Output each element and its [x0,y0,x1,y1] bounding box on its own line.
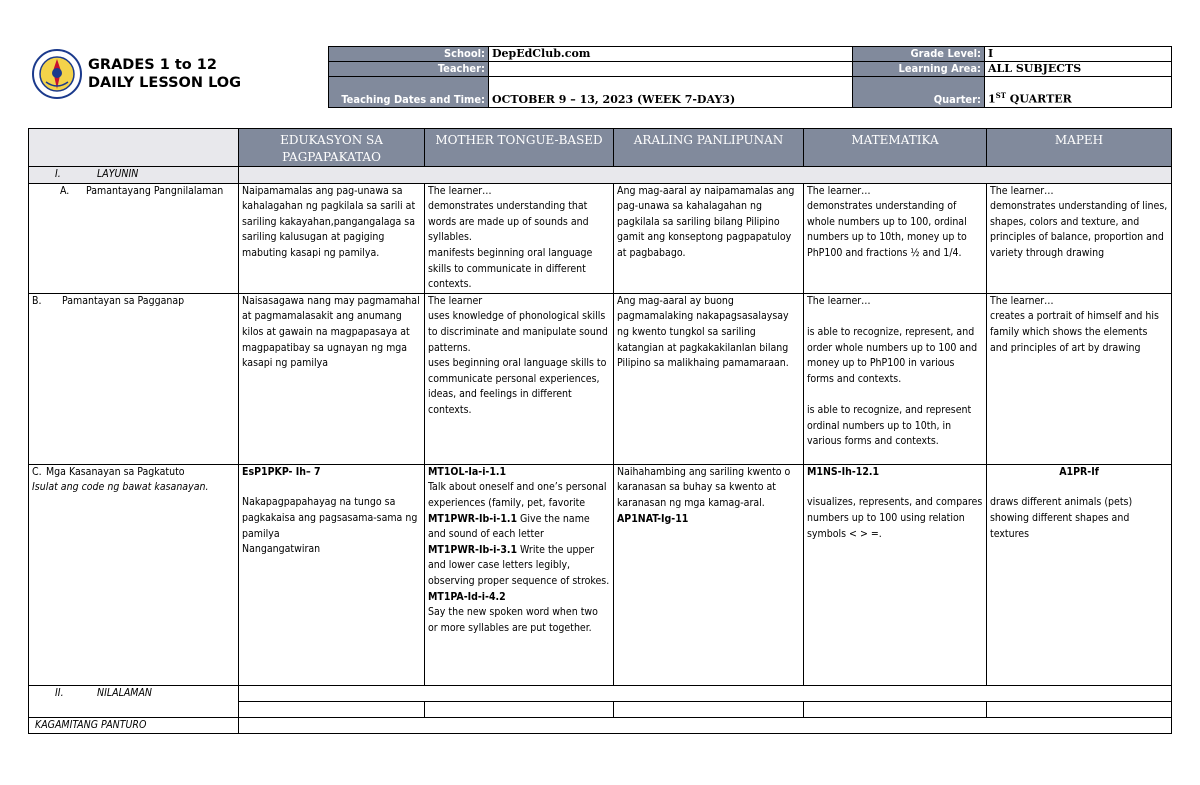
subject-mapeh: MAPEH [987,129,1172,167]
ap-competency: Naihahambing ang sariling kwento o karanasan sa buhay sa kwento at karanasan ng mga kamag-aral. [617,465,791,509]
nilalaman-ap [614,701,804,717]
row-b-math: The learner… is able to recognize, represent, and order whole numbers up to 100 and money up to PhP100 in various forms and contexts. is able to recognize, and represent ordinal numbers up to 10th, in various forms and contexts. [804,293,987,464]
mt-code-1: MT1OL-Ia-i-1.1 [428,465,507,478]
nilalaman-math [804,701,987,717]
nilalaman-mapeh [987,701,1172,717]
document-title [88,56,241,92]
school-value: DepEdClub.com [489,47,853,62]
mapeh-code: A1PR-If [1059,465,1099,478]
teaching-dates-label: Teaching Dates and Time: [329,77,489,108]
row-b-mapeh: The learner… creates a portrait of himself and his family which shows the elements and principles of art by drawing [987,293,1172,464]
learning-area-value: ALL SUBJECTS [985,62,1172,77]
row-c-math [804,464,987,685]
subject-math: MATEMATIKA [804,129,987,167]
mt-code-4: MT1PA-Id-i-4.2 [428,590,506,603]
row-b-mtb: The learner uses knowledge of phonological skills to discriminate and manipulate sound patterns. uses beginning oral language skills to communicate personal experiences, ideas, and feelings in different contexts. [425,293,614,464]
subject-mtb: MOTHER TONGUE-BASED [425,129,614,167]
section-layunin: I. LAYUNIN [29,167,239,184]
mt-code-3: MT1PWR-Ib-i-3.1 [428,543,518,556]
mapeh-competency: draws different animals (pets) showing different shapes and textures [990,496,1133,540]
mt-text-1: Talk about oneself and one’s personal experiences (family, pet, favorite [428,481,607,509]
mt-text-2: Give the name and sound of each letter [428,512,590,541]
teacher-label: Teacher: [329,62,489,77]
mt-code-2: MT1PWR-Ib-i-1.1 [428,512,518,525]
learning-area-label: Learning Area: [853,62,985,77]
grade-level-label: Grade Level: [853,47,985,62]
lesson-log-table [28,128,1172,734]
kagamitan-fill [239,717,1172,734]
nilalaman-esp [239,701,425,717]
nilalaman-top-fill [239,685,1172,701]
ap-code: AP1NAT-Ig-11 [617,512,689,525]
row-a-ap: Ang mag-aaral ay naipamamalas ang pag-unawa sa kahalagahan ng pagkilala sa sariling bilang Pilipino gamit ang konseptong pagpapatuloy at pagbabago. [614,183,804,293]
row-b-esp: Naisasagawa nang may pagmamahal at pagmamalasakit ang anumang kilos at gawain na magpapasaya at magpapatibay sa ugnayan ng mga kasapi ng pamilya [239,293,425,464]
esp-code: EsP1PKP- Ih– 7 [242,465,321,478]
subject-ap: ARALING PANLIPUNAN [614,129,804,167]
title-line-1: GRADES 1 to 12 [88,57,217,73]
subject-esp: EDUKASYON SA PAGPAPAKATAO [239,129,425,167]
row-c-label: C. Mga Kasanayan sa Pagkatuto Isulat ang code ng bawat kasanayan. [29,464,239,685]
row-c-mapeh [987,464,1172,685]
section-nilalaman: II. NILALAMAN [29,685,239,717]
row-c-mtb [425,464,614,685]
layunin-fill [239,167,1172,184]
row-a-math: The learner… demonstrates understanding of whole numbers up to 100, ordinal numbers up to 10th, money up to PhP100 and fractions ½ and 1/4. [804,183,987,293]
mt-text-4: Say the new spoken word when two or more syllables are put together. [428,606,598,634]
esp-competency: Nakapagpapahayag na tungo sa pagkakaisa ang pagsasama-sama ng pamilya Nangangatwiran [242,496,418,556]
math-competency: visualizes, represents, and compares numbers up to 100 using relation symbols < > =. [807,496,983,540]
row-c-esp [239,464,425,685]
row-c-note: Isulat ang code ng bawat kasanayan. [32,481,209,494]
deped-seal-logo [32,46,82,104]
quarter-label: Quarter: [853,77,985,108]
mt-text-3: Write the upper and lower case letters legibly, observing proper sequence of strokes. [428,543,610,587]
header-info-table [328,46,1172,108]
title-line-2: DAILY LESSON LOG [88,75,242,91]
row-a-mapeh: The learner… demonstrates understanding of lines, shapes, colors and texture, and principles of balance, proportion and variety through drawing [987,183,1172,293]
corner-cell [29,129,239,167]
teacher-value [489,62,853,77]
row-a-label: A. Pamantayang Pangnilalaman [29,183,239,293]
quarter-value: 1ST QUARTER [985,77,1172,108]
row-b-label: B. Pamantayan sa Pagganap [29,293,239,464]
row-b-ap: Ang mag-aaral ay buong pagmamalaking nakapagsasalaysay ng kwento tungkol sa sariling katangian at pagkakakilanlan bilang Pilipino sa malikhaing pamamaraan. [614,293,804,464]
teaching-dates-value: OCTOBER 9 – 13, 2023 (WEEK 7-DAY3) [489,77,853,108]
nilalaman-mtb [425,701,614,717]
row-c-ap [614,464,804,685]
row-a-mtb: The learner… demonstrates understanding that words are made up of sounds and syllables. manifests beginning oral language skills to communicate in different contexts. [425,183,614,293]
school-label: School: [329,47,489,62]
section-kagamitan: KAGAMITANG PANTURO [29,717,239,734]
row-a-esp: Naipamamalas ang pag-unawa sa kahalagahan ng pagkilala sa sarili at sariling kakayahan,pangangalaga sa sariling kalusugan at pagiging mabuting kasapi ng pamilya. [239,183,425,293]
grade-level-value: I [985,47,1172,62]
math-code: M1NS-Ih-12.1 [807,465,880,478]
